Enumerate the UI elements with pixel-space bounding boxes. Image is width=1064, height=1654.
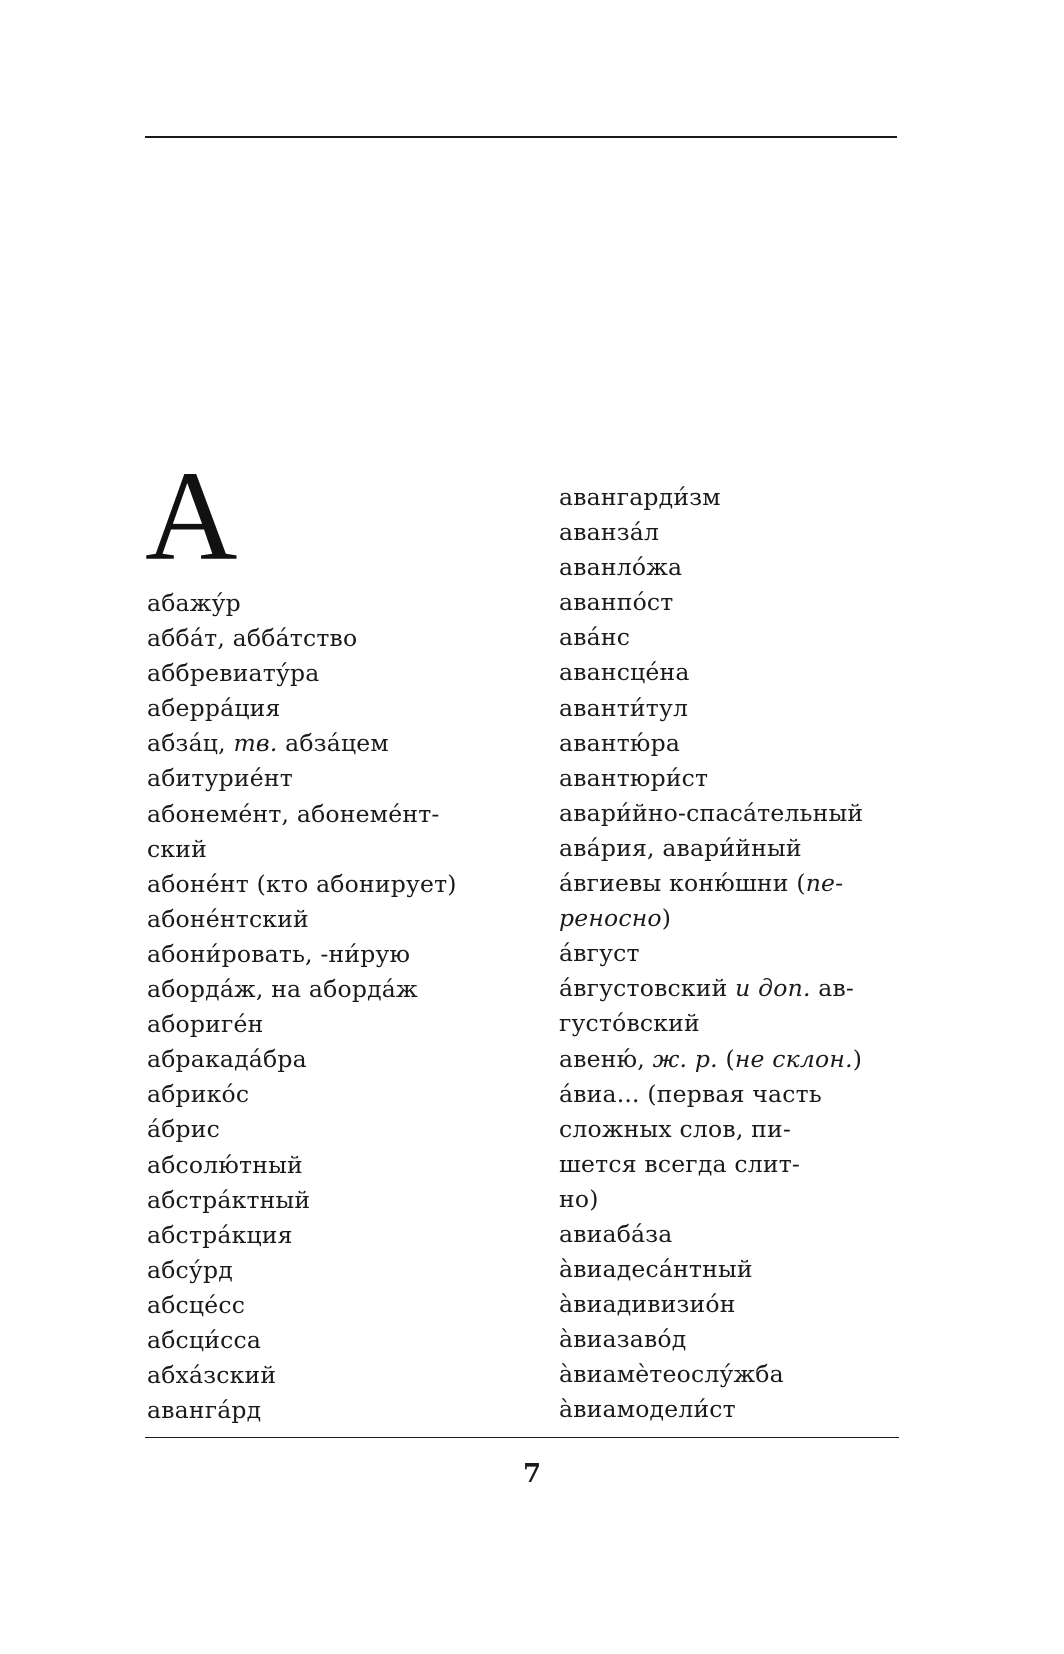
entry-text: а́вгуст	[559, 939, 640, 968]
entry-note-italic: и доп.	[735, 974, 811, 1003]
entry-text: (	[717, 1044, 735, 1073]
dictionary-entry	[559, 761, 904, 796]
entry-line	[147, 937, 507, 972]
entry-text: а̀виамодели́ст	[559, 1395, 736, 1424]
entry-line	[147, 1077, 507, 1112]
entry-line	[147, 1112, 507, 1147]
entry-line	[559, 971, 904, 1006]
dictionary-entry	[559, 1322, 904, 1357]
entry-line	[559, 1357, 904, 1392]
dictionary-entry	[559, 691, 904, 726]
entry-text: абоне́нтский	[147, 904, 309, 933]
dictionary-entry	[147, 1042, 507, 1077]
entry-line	[559, 726, 904, 761]
entry-line	[559, 936, 904, 971]
entry-line	[559, 1252, 904, 1287]
entry-line	[147, 656, 507, 691]
dictionary-entry	[559, 655, 904, 690]
entry-text: )	[852, 1044, 863, 1073]
entry-text: абони́ровать, -ни́рую	[147, 939, 411, 968]
entry-text: аберра́ция	[147, 694, 281, 723]
entry-line	[147, 761, 507, 796]
entry-line	[147, 1253, 507, 1288]
entry-line	[147, 797, 507, 832]
dictionary-entry	[559, 866, 904, 936]
entry-text: абсу́рд	[147, 1255, 233, 1284]
entry-line	[147, 1148, 507, 1183]
entry-line	[147, 1393, 507, 1428]
entry-line	[147, 691, 507, 726]
section-letter: А	[145, 445, 238, 587]
dictionary-entry	[559, 831, 904, 866]
dictionary-entry	[147, 867, 507, 902]
footer-rule	[145, 1437, 899, 1438]
dictionary-entry	[559, 971, 904, 1041]
entry-text: абза́ц,	[147, 729, 234, 758]
entry-text: абрико́с	[147, 1080, 250, 1109]
entry-line	[559, 691, 904, 726]
entry-text: сложных слов, пи-	[559, 1114, 792, 1143]
entry-line	[559, 550, 904, 585]
entry-note-italic: не склон.	[734, 1044, 853, 1073]
dictionary-entry	[559, 1357, 904, 1392]
entry-line	[559, 655, 904, 690]
entry-text: ава́рия, авари́йный	[559, 833, 802, 862]
entry-line	[147, 972, 507, 1007]
dictionary-entry	[147, 972, 507, 1007]
entry-line	[559, 1147, 904, 1182]
dictionary-entry	[147, 902, 507, 937]
entry-line	[559, 515, 904, 550]
dictionary-entry	[559, 1252, 904, 1287]
entry-line	[559, 866, 904, 901]
dictionary-entry	[559, 1077, 904, 1217]
entry-line	[147, 1183, 507, 1218]
entry-text: ский	[147, 834, 207, 863]
entry-text: шется всегда слит-	[559, 1149, 801, 1178]
entry-text: а̀виамѐтеослу́жба	[559, 1360, 784, 1389]
entry-line	[559, 1182, 904, 1217]
entry-text: а̀виадеса́нтный	[559, 1255, 753, 1284]
entry-line	[147, 621, 507, 656]
dictionary-entry	[147, 1393, 507, 1428]
entry-line	[559, 1287, 904, 1322]
entry-line	[147, 867, 507, 902]
dictionary-entry	[147, 797, 507, 867]
entry-text: )	[661, 904, 672, 933]
dictionary-entry	[559, 515, 904, 550]
dictionary-entry	[147, 1148, 507, 1183]
dictionary-entry	[147, 586, 507, 621]
dictionary-entry	[559, 1287, 904, 1322]
entry-text: авантюри́ст	[559, 763, 709, 792]
left-column	[147, 586, 507, 1428]
entry-note-italic: реносно	[559, 904, 662, 933]
entry-text: густо́вский	[559, 1009, 700, 1038]
entry-line	[559, 901, 904, 936]
entry-line	[559, 831, 904, 866]
dictionary-entry	[147, 621, 507, 656]
dictionary-entry	[559, 620, 904, 655]
entry-text: абстра́кция	[147, 1220, 293, 1249]
dictionary-entry	[147, 726, 507, 761]
entry-text: ав-	[810, 974, 855, 1003]
entry-note-italic: тв.	[233, 729, 278, 758]
entry-note-italic: пе-	[805, 869, 844, 898]
dictionary-entry	[147, 761, 507, 796]
entry-line	[559, 1112, 904, 1147]
entry-text: но)	[559, 1184, 599, 1213]
entry-line	[147, 726, 507, 761]
entry-line	[559, 761, 904, 796]
entry-text: а́вгиевы коню́шни (	[559, 869, 806, 898]
entry-note-italic: ж. р.	[652, 1044, 718, 1073]
dictionary-entry	[147, 1183, 507, 1218]
entry-text: а̀виазаво́д	[559, 1325, 687, 1354]
dictionary-entry	[147, 1112, 507, 1147]
dictionary-entry	[147, 1253, 507, 1288]
entry-text: абитурие́нт	[147, 764, 293, 793]
entry-line	[559, 1077, 904, 1112]
entry-text: ава́нс	[559, 623, 631, 652]
entry-text: аббревиату́ра	[147, 659, 320, 688]
entry-text: авиаба́за	[559, 1219, 673, 1248]
dictionary-entry	[559, 1392, 904, 1427]
entry-text: абонеме́нт, абонеме́нт-	[147, 799, 440, 828]
entry-text: абракада́бра	[147, 1045, 307, 1074]
dictionary-entry	[147, 1077, 507, 1112]
entry-line	[559, 620, 904, 655]
entry-line	[559, 1006, 904, 1041]
dictionary-entry	[559, 936, 904, 971]
dictionary-entry	[147, 1007, 507, 1042]
page-number: 7	[522, 1459, 542, 1489]
entry-text: авансце́на	[559, 658, 690, 687]
entry-text: аборда́ж, на аборда́ж	[147, 975, 418, 1004]
entry-text: авантю́ра	[559, 728, 681, 757]
entry-line	[147, 1288, 507, 1323]
dictionary-entry	[559, 1042, 904, 1077]
entry-line	[559, 480, 904, 515]
entry-text: авангарди́зм	[559, 483, 721, 511]
dictionary-entry	[147, 1218, 507, 1253]
entry-text: аванло́жа	[559, 553, 683, 582]
entry-line	[559, 1392, 904, 1427]
dictionary-entry	[147, 691, 507, 726]
entry-text: абсолю́тный	[147, 1150, 303, 1179]
entry-text: абстра́ктный	[147, 1185, 311, 1214]
entry-text: аванга́рд	[147, 1396, 262, 1425]
entry-line	[147, 586, 507, 621]
entry-text: авеню́,	[559, 1044, 653, 1073]
entry-text: а́брис	[147, 1115, 221, 1144]
entry-line	[559, 1042, 904, 1077]
dictionary-entry	[559, 550, 904, 585]
entry-line	[559, 796, 904, 831]
entry-text: абха́зский	[147, 1361, 277, 1390]
dictionary-entry	[559, 726, 904, 761]
entry-text: а́виа... (первая часть	[559, 1079, 822, 1108]
header-rule	[145, 136, 897, 138]
entry-text: авари́йно-спаса́тельный	[559, 798, 864, 827]
entry-text: аванти́тул	[559, 693, 689, 722]
entry-text: а́вгустовский	[559, 974, 736, 1003]
entry-text: а̀виадивизио́н	[559, 1290, 736, 1319]
dictionary-entry	[147, 937, 507, 972]
entry-line	[559, 1322, 904, 1357]
entry-line	[147, 902, 507, 937]
entry-text: абажу́р	[147, 589, 241, 617]
dictionary-entry	[147, 1323, 507, 1358]
entry-line	[147, 832, 507, 867]
dictionary-entry	[147, 656, 507, 691]
entry-line	[147, 1358, 507, 1393]
dictionary-entry	[559, 796, 904, 831]
entry-line	[147, 1323, 507, 1358]
entry-text: абза́цем	[277, 729, 389, 758]
dictionary-entry	[147, 1358, 507, 1393]
entry-text: аванпо́ст	[559, 588, 674, 617]
entry-line	[147, 1218, 507, 1253]
entry-line	[147, 1042, 507, 1077]
entry-line	[147, 1007, 507, 1042]
dictionary-entry	[559, 1217, 904, 1252]
entry-text: абсци́сса	[147, 1325, 262, 1354]
entry-line	[559, 585, 904, 620]
dictionary-entry	[147, 1288, 507, 1323]
right-column	[559, 480, 904, 1428]
dictionary-entry	[559, 585, 904, 620]
dictionary-entry	[559, 480, 904, 515]
entry-text: абоне́нт (кто абонирует)	[147, 869, 457, 898]
entry-line	[559, 1217, 904, 1252]
entry-text: абсце́сс	[147, 1290, 246, 1319]
entry-text: аванза́л	[559, 518, 660, 547]
entry-text: абба́т, абба́тство	[147, 624, 358, 653]
entry-text: абориге́н	[147, 1010, 264, 1039]
